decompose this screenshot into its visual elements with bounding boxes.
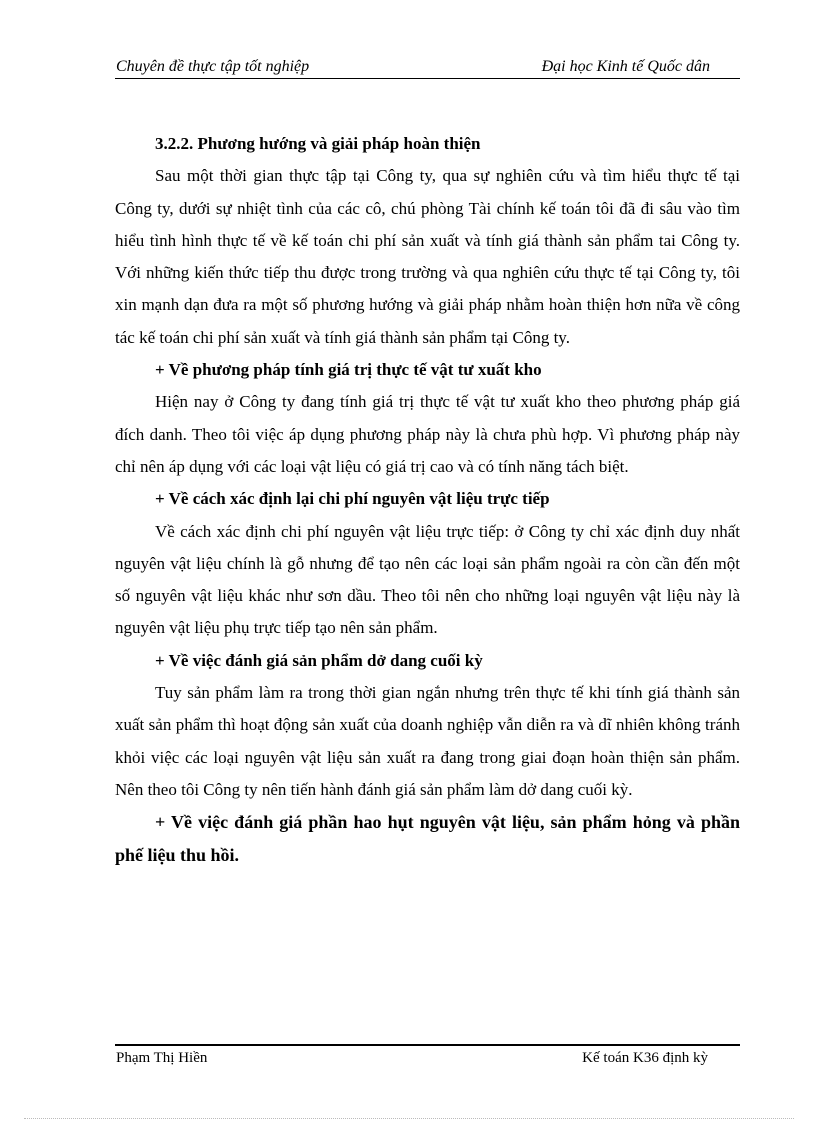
section-title: 3.2.2. Phương hướng và giải pháp hoàn thiện [155, 134, 481, 153]
footer-class: Kế toán K36 định kỳ [582, 1050, 708, 1066]
page-bottom-edge [24, 1118, 794, 1119]
subheading-material-valuation: + Về phương pháp tính giá trị thực tế vật tư xuất kho [155, 360, 542, 380]
paragraph-direct-material-cost: Về cách xác định chi phí nguyên vật liệu trực tiếp: ở Công ty chỉ xác định duy nhất nguyên vật liệu chính là gỗ nhưng để tạo nên các loại sản phẩm ngoài ra còn cần đến một số nguyên vật liệu khác như sơn dầu. Theo tôi nên cho những loại nguyên vật liệu này là nguyên vật liệu phụ trực tiếp tạo nên sản phẩm. [115, 521, 740, 638]
header-university: Đại học Kinh tế Quốc dân [541, 58, 710, 75]
intro-paragraph: Sau một thời gian thực tập tại Công ty, qua sự nghiên cứu và tìm hiểu thực tế tại Công ty, dưới sự nhiệt tình của các cô, chú phòng Tài chính kế toán tôi đã đi sâu vào tìm hiểu tình hình thực tế về kế toán chi phí sản xuất và tính giá thành sản phẩm tai Công ty. Với những kiến thức tiếp thu được trong trường và qua nghiên cứu thực tế tại Công ty, tôi xin mạnh dạn đưa ra một số phương hướng và giải pháp nhằm hoàn thiện hơn nữa về công tác kế toán chi phí sản xuất và tính giá thành sản phẩm tại Công ty. [115, 166, 740, 347]
subheading-direct-material-cost: + Về cách xác định lại chi phí nguyên vật liệu trực tiếp [155, 489, 550, 509]
document-body [115, 128, 740, 871]
header-course-title: Chuyên đề thực tập tốt nghiệp [116, 58, 310, 75]
footer-author: Phạm Thị Hiền [116, 1050, 208, 1066]
subheading-loss-scrap: + Về việc đánh giá phần hao hụt nguyên vật liệu, sản phẩm hỏng và phần phế liệu thu hồi. [115, 812, 740, 865]
paragraph-wip-valuation: Tuy sản phẩm làm ra trong thời gian ngắn nhưng trên thực tế khi tính giá thành sản xuất sản phẩm thì hoạt động sản xuất của doanh nghiệp vẫn diễn ra và dĩ nhiên không tránh khỏi việc các loại nguyên vật liệu sản xuất ra đang trong giai đoạn hoàn thiện sản phẩm. Nên theo tôi Công ty nên tiến hành đánh giá sản phẩm làm dở dang cuối kỳ. [115, 683, 740, 799]
page-footer [115, 1044, 740, 1070]
subheading-wip-valuation: + Về việc đánh giá sản phẩm dở dang cuối kỳ [155, 650, 483, 670]
paragraph-material-valuation: Hiện nay ở Công ty đang tính giá trị thực tế vật tư xuất kho theo phương pháp giá đích danh. Theo tôi việc áp dụng phương pháp này là chưa phù hợp. Vì phương pháp này chỉ nên áp dụng với các loại vật liệu có giá trị cao và có tính năng tách biệt. [115, 392, 740, 476]
page-header [115, 56, 740, 79]
